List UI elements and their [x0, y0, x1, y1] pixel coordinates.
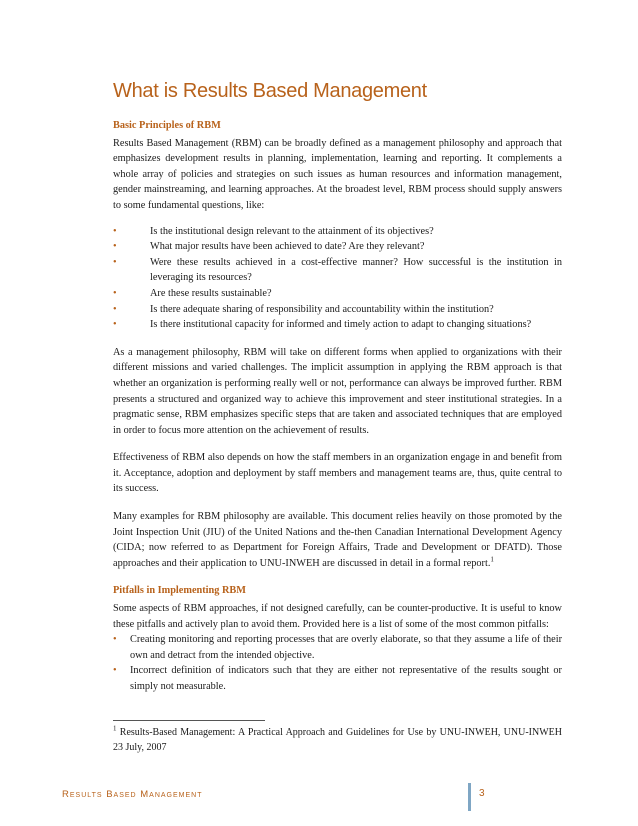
bullet-icon: • — [113, 225, 117, 237]
body-content — [113, 118, 562, 695]
intro-paragraph: Results Based Management (RBM) can be broadly defined as a management philosophy and approach that emphasizes development results in planning, implementation, learning and reporting. It complements a whole array of policies and strategies on such issues as human resources and information management, gender mainstreaming, and learning approaches. At the broadest level, RBM process should supply answers to some fundamental questions, like: — [113, 137, 562, 211]
bullet-icon: • — [113, 287, 117, 299]
footnote-number: 1 — [113, 724, 117, 733]
footnote — [113, 725, 562, 755]
page-number: 3 — [479, 788, 485, 799]
page-number-bar — [468, 783, 471, 811]
list-item: • Incorrect definition of indicators such that they are either not representative of the results sought or simply not measurable. — [113, 665, 562, 692]
section-heading-basic-principles: Basic Principles of RBM — [113, 120, 221, 131]
questions-list — [113, 224, 562, 333]
paragraph-management-philosophy: As a management philosophy, RBM will take on different forms when applied to organizations with their different missions and varied challenges. The implicit assumption in applying the RBM approach is that whether an organization is performing really well or not, performance can always be improved further. RBM presents a structured and organized way to achieve this improvement and steer institutional strategies. In a pragmatic sense, RBM emphasizes specific steps that are taken and associated techniques that are employed in order to focus more attention on the achievement of results. — [113, 346, 562, 436]
list-item: • Is the institutional design relevant to the attainment of its objectives? — [113, 224, 562, 240]
bullet-icon: • — [113, 241, 117, 253]
footnote-reference[interactable]: 1 — [490, 555, 494, 564]
footnote-divider — [113, 720, 265, 721]
bullet-icon: • — [113, 634, 117, 646]
list-item: • Is there adequate sharing of responsibility and accountability within the institution? — [113, 302, 562, 318]
bullet-icon: • — [113, 665, 117, 677]
paragraph-pitfalls-intro: Some aspects of RBM approaches, if not designed carefully, can be counter-productive. It is useful to know these pitfalls and actively plan to avoid them. Provided here is a list of some of the most common pitfalls: — [113, 603, 562, 630]
list-item: • Is there institutional capacity for informed and timely action to adapt to changing situations? — [113, 317, 562, 333]
page-title: What is Results Based Management — [113, 80, 427, 102]
section-heading-pitfalls: Pitfalls in Implementing RBM — [113, 585, 246, 597]
list-item: • What major results have been achieved to date? Are they relevant? — [113, 239, 562, 255]
bullet-icon: • — [113, 256, 117, 268]
pitfalls-list — [113, 632, 562, 694]
paragraph-effectiveness: Effectiveness of RBM also depends on how the staff members in an organization engage in and benefit from it. Acceptance, adoption and deployment by staff members and management teams are, thus, quite central to its success. — [113, 452, 562, 495]
list-item: • Were these results achieved in a cost-effective manner? How successful is the institution in leveraging its resources? — [113, 256, 562, 284]
list-item: • Are these results sustainable? — [113, 286, 562, 302]
bullet-icon: • — [113, 303, 117, 315]
paragraph-examples: Many examples for RBM philosophy are available. This document relies heavily on those promoted by the Joint Inspection Unit (JIU) of the United Nations and the-then Canadian International Development Agency (CIDA; now referred to as Department for Foreign Affairs, Trade and Development or DFATD). Those approaches and their application to UNU-INWEH are discussed in detail in a formal report.$^1$ — [113, 511, 562, 569]
footnote-text: Results-Based Management: A Practical Approach and Guidelines for Use by UNU-INWEH, UNU-INWEH 23 July, 2007 — [113, 727, 562, 753]
bullet-icon: • — [113, 319, 117, 331]
list-item: • Creating monitoring and reporting processes that are overly elaborate, so that they assume a life of their own and detract from the intended objective. — [113, 634, 562, 661]
footer-title: Results Based Management — [62, 789, 203, 800]
